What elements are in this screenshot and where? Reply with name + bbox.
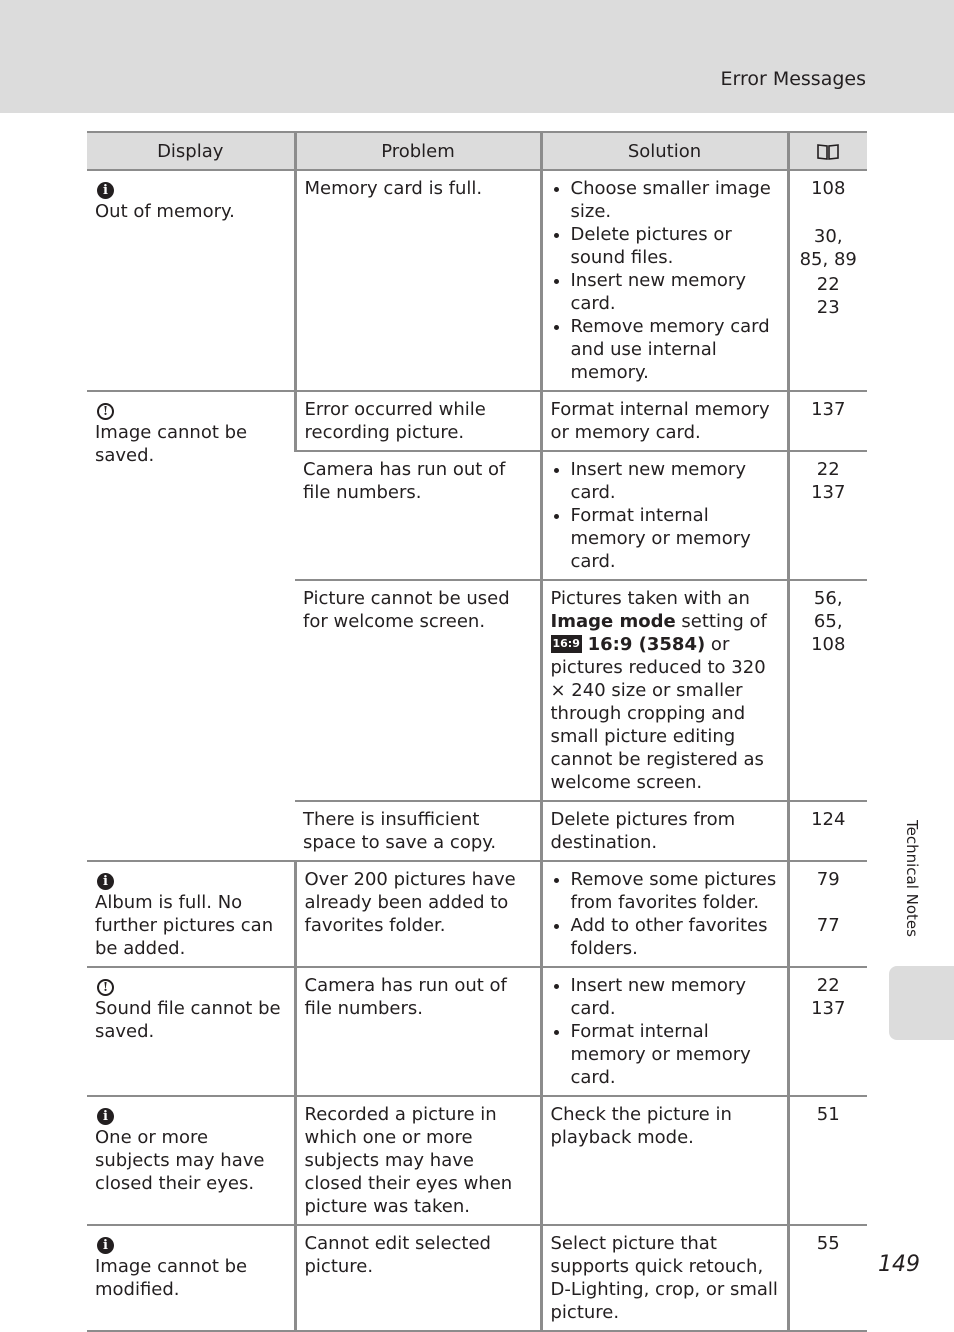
solution-item: • Remove some pictures from favorites folder. bbox=[571, 868, 779, 914]
header-band bbox=[0, 0, 954, 113]
display-message: Image cannot be modified. bbox=[95, 1256, 248, 1300]
setting-name: Image mode bbox=[550, 611, 676, 632]
reference-page: 22 bbox=[816, 274, 840, 295]
display-message: One or more subjects may have closed their eyes. bbox=[95, 1127, 265, 1194]
solution-item: • Insert new memory card. bbox=[571, 458, 779, 504]
table-row bbox=[87, 170, 867, 391]
solution-cell: Select picture that supports quick retouch, D-Lighting, crop, or small picture. bbox=[541, 1225, 788, 1331]
table-header-row bbox=[87, 132, 867, 170]
solution-text: or pictures reduced to 320 × 240 size or smaller through cropping and small picture editing cannot be registered as welcome screen. bbox=[550, 634, 766, 793]
reference-cell bbox=[788, 451, 867, 580]
problem-cell: Camera has run out of file numbers. bbox=[295, 967, 541, 1096]
display-cell bbox=[87, 861, 295, 967]
problem-cell: Picture cannot be used for welcome screen. bbox=[295, 580, 541, 801]
problem-cell: There is insufficient space to save a copy. bbox=[295, 801, 541, 861]
solution-item: • Insert new memory card. bbox=[571, 974, 779, 1020]
info-icon: i bbox=[97, 873, 114, 890]
info-icon: i bbox=[97, 1237, 114, 1254]
solution-cell: Format internal memory or memory card. bbox=[541, 391, 788, 451]
solution-item: • Remove memory card and use internal memory. bbox=[571, 315, 779, 384]
reference-page: 23 bbox=[816, 297, 840, 318]
problem-cell: Error occurred while recording picture. bbox=[295, 391, 541, 451]
info-icon: i bbox=[97, 1108, 114, 1125]
reference-page: 79 bbox=[816, 869, 840, 890]
reference-page: 108 bbox=[811, 178, 846, 199]
reference-page: 56, 65, bbox=[813, 588, 843, 632]
column-header-solution: Solution bbox=[541, 132, 788, 170]
table-row bbox=[87, 967, 867, 1096]
reference-cell: 55 bbox=[788, 1225, 867, 1331]
reference-page: 137 bbox=[811, 482, 846, 503]
warning-icon: ! bbox=[97, 403, 114, 420]
solution-cell bbox=[541, 580, 788, 801]
problem-cell: Memory card is full. bbox=[295, 170, 541, 391]
reference-cell: 137 bbox=[788, 391, 867, 451]
solution-cell bbox=[541, 451, 788, 580]
table-row bbox=[87, 391, 867, 451]
display-message: Image cannot be saved. bbox=[95, 422, 248, 466]
reference-cell: 124 bbox=[788, 801, 867, 861]
column-header-problem: Problem bbox=[295, 132, 541, 170]
info-icon: i bbox=[97, 182, 114, 199]
solution-cell bbox=[541, 967, 788, 1096]
book-icon bbox=[816, 143, 840, 161]
column-header-display: Display bbox=[87, 132, 295, 170]
setting-value: 16:9 (3584) bbox=[587, 634, 706, 655]
image-mode-16-9-icon: 16:9 bbox=[551, 635, 582, 653]
solution-item: • Choose smaller image size. bbox=[571, 177, 779, 223]
side-tab bbox=[889, 966, 954, 1040]
display-cell bbox=[87, 391, 295, 861]
reference-page: 22 bbox=[816, 975, 840, 996]
solution-item: • Format internal memory or memory card. bbox=[571, 1020, 779, 1089]
reference-page: 137 bbox=[811, 998, 846, 1019]
page-number: 149 bbox=[878, 1252, 920, 1277]
solution-text: setting of bbox=[675, 611, 767, 632]
reference-cell: 51 bbox=[788, 1096, 867, 1225]
display-cell bbox=[87, 170, 295, 391]
problem-cell: Camera has run out of file numbers. bbox=[295, 451, 541, 580]
reference-cell bbox=[788, 170, 867, 391]
problem-cell: Cannot edit selected picture. bbox=[295, 1225, 541, 1331]
reference-cell bbox=[788, 967, 867, 1096]
solution-item: • Delete pictures or sound files. bbox=[571, 223, 779, 269]
table-row bbox=[87, 861, 867, 967]
display-cell bbox=[87, 1225, 295, 1331]
section-title: Error Messages bbox=[720, 68, 866, 90]
solution-item: • Format internal memory or memory card. bbox=[571, 504, 779, 573]
reference-page: 108 bbox=[811, 634, 846, 655]
table-row bbox=[87, 1225, 867, 1331]
problem-cell: Recorded a picture in which one or more subjects may have closed their eyes when picture was taken. bbox=[295, 1096, 541, 1225]
display-message: Sound file cannot be saved. bbox=[95, 998, 281, 1042]
reference-cell bbox=[788, 861, 867, 967]
solution-item: • Add to other favorites folders. bbox=[571, 914, 779, 960]
solution-cell: Delete pictures from destination. bbox=[541, 801, 788, 861]
display-cell bbox=[87, 1096, 295, 1225]
display-message: Album is full. No further pictures can be added. bbox=[95, 892, 274, 959]
problem-cell: Over 200 pictures have already been added to favorites folder. bbox=[295, 861, 541, 967]
display-cell bbox=[87, 967, 295, 1096]
solution-cell bbox=[541, 170, 788, 391]
reference-page: 30, 85, 89 bbox=[799, 226, 857, 270]
solution-item: • Insert new memory card. bbox=[571, 269, 779, 315]
side-tab-label: Technical Notes bbox=[903, 820, 921, 937]
table-row bbox=[87, 1096, 867, 1225]
reference-page: 77 bbox=[816, 915, 840, 936]
solution-cell: Check the picture in playback mode. bbox=[541, 1096, 788, 1225]
column-header-reference bbox=[788, 132, 867, 170]
warning-icon: ! bbox=[97, 979, 114, 996]
solution-cell bbox=[541, 861, 788, 967]
solution-text: Pictures taken with an bbox=[550, 588, 750, 609]
reference-page: 22 bbox=[816, 459, 840, 480]
reference-cell bbox=[788, 580, 867, 801]
error-messages-table bbox=[87, 131, 867, 1332]
display-message: Out of memory. bbox=[95, 201, 235, 222]
